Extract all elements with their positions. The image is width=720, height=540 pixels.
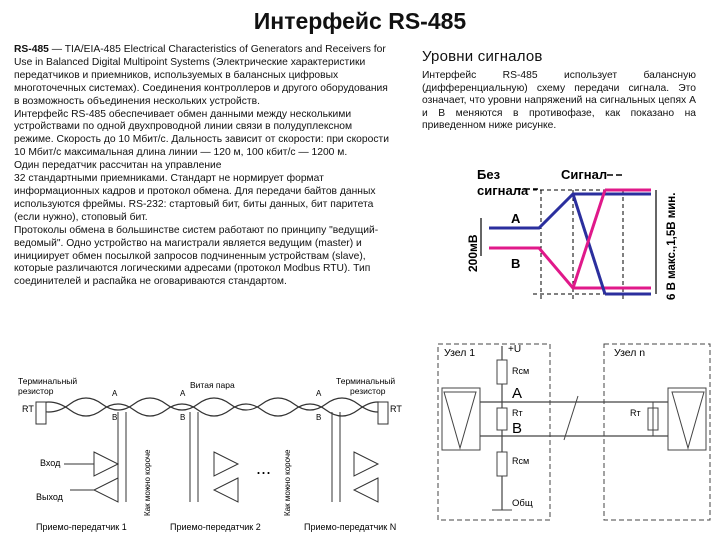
twisted-pair-wire-1: [38, 402, 386, 416]
transceiver-2-label: Приемо-передатчик 2: [170, 522, 261, 532]
paragraph-speed: Интерфейс RS-485 обеспечивает обмен данными между несколькими устройствами по одной двухпроводной линии связи в полудуплексном режиме. Скорость до 10 Мбит/с. Дальность зависит от скорости: при скорости 10 Мбит/с максимальная длина линии — 120 м, 100 кбит/с — 1200 м.: [14, 108, 389, 159]
driver-1-icon: [94, 452, 118, 476]
rt-right-resistor: [378, 402, 388, 424]
rcm-bottom-label: Rсм: [512, 456, 530, 466]
signal-level-diagram: [455, 160, 685, 310]
signal-label: Сигнал: [561, 167, 608, 182]
transceiver-1-label: Приемо-передатчик 1: [36, 522, 127, 532]
node-n-box: [604, 344, 710, 520]
receiver-2-icon: [214, 478, 238, 502]
paragraph-definition: RS-485 — TIA/EIA-485 Electrical Characteristics of Generators and Receivers for Use in Balanced Digital Multipoint Systems (Электрические характеристики передатчиков и приемников, используемых в балансных цифровых многоточечных системах). Соединения контроллеров и другого оборудования в возможность объединения нескольких устройств.: [14, 44, 388, 107]
line-a-node-label: A: [512, 385, 523, 402]
wire-b-label-2: B: [180, 413, 186, 422]
twisted-pair-wire-2: [38, 398, 386, 412]
wire-a-label-3: A: [316, 389, 322, 398]
driver-2-icon: [214, 452, 238, 476]
line-b-node-label: B: [512, 420, 523, 437]
driver-n-icon: [354, 452, 378, 476]
rt-left-label: Rт: [512, 408, 523, 418]
bus-topology-diagram: [14, 374, 414, 536]
line-b-label: B: [511, 256, 521, 271]
no-signal-label-2: сигнала: [477, 183, 529, 198]
wire-a-label-1: A: [112, 389, 118, 398]
transceiver-1-icon: [444, 392, 476, 448]
rt-left-label: RT: [22, 404, 34, 414]
short-as-possible-label-2: Как можно короче: [283, 449, 292, 516]
line-a-label: A: [511, 211, 521, 226]
plus-u-label: +U: [508, 344, 522, 355]
paragraph-frames: 32 стандартными приемниками. Стандарт не нормирует формат информационных кадров и протокол обмена. Для передачи байтов данных используются фреймы. RS-232: стартовый бит, биты данных, бит паритета (если нужно), стоповый бит.: [14, 173, 376, 223]
transceiver-n-icon: [672, 392, 704, 448]
rt-right-label: Rт: [630, 408, 641, 418]
rs485-term: RS-485: [14, 44, 49, 55]
node-1-box: [438, 344, 550, 520]
input-label: Вход: [40, 458, 61, 468]
signal-levels-text: Интерфейс RS-485 использует балансную (дифференциальную) схему передачи сигнала. Это означает, что уровни напряжений на сигнальных цепях А и В меняются в противофазе, как показано на приведенном ниже рисунке.: [422, 70, 696, 132]
term-left-label-2: резистор: [18, 386, 54, 396]
ellipsis-label: ...: [256, 458, 272, 478]
rt-right-label: RT: [390, 404, 402, 414]
left-text-column: [14, 44, 394, 289]
signal-levels-heading: Уровни сигналов: [422, 48, 543, 65]
term-right-label-1: Терминальный: [336, 376, 396, 386]
term-right-label-2: резистор: [350, 386, 386, 396]
wire-a-label-2: A: [180, 389, 186, 398]
left-voltage-label: 200мВ: [466, 234, 480, 272]
common-label: Общ: [512, 498, 533, 509]
right-voltage-label: 6 В макс.,1,5В мин.: [666, 192, 678, 300]
transceiver-n-label: Приемо-передатчик N: [304, 522, 397, 532]
node-schematic: [436, 330, 716, 530]
rt-left-resistor: [36, 402, 46, 424]
node-n-label: Узел n: [614, 347, 646, 359]
rcm-top-label: Rсм: [512, 366, 530, 376]
receiver-1-icon: [94, 478, 118, 502]
wire-b-label-1: B: [112, 413, 118, 422]
term-left-label-1: Терминальный: [18, 376, 78, 386]
rt-left-resistor: [497, 408, 507, 430]
paragraph-protocol: Протоколы обмена в большинстве систем работают по принципу "ведущий-ведомый". Одно устройство на магистрали является ведущим (master) и инициирует обмен посылкой запросов подчиненным устройствам (slave), которые различаются логическими адресами (протокол Modbus RTU). Тип соединителей и распайка не оговариваются стандартом.: [14, 224, 379, 288]
output-label: Выход: [36, 492, 63, 502]
rcm-bottom-resistor: [497, 452, 507, 476]
no-signal-label-1: Без: [477, 167, 501, 182]
twisted-pair-label: Витая пара: [190, 380, 235, 390]
slide-title: Интерфейс RS-485: [253, 8, 467, 34]
rcm-top-resistor: [497, 360, 507, 384]
wire-b-label-3: B: [316, 413, 322, 422]
bus-break-mark: [564, 396, 578, 440]
paragraph-transmitter: Один передатчик рассчитан на управление: [14, 160, 222, 172]
receiver-n-icon: [354, 478, 378, 502]
short-as-possible-label-1: Как можно короче: [143, 449, 152, 516]
node-1-label: Узел 1: [444, 347, 476, 359]
